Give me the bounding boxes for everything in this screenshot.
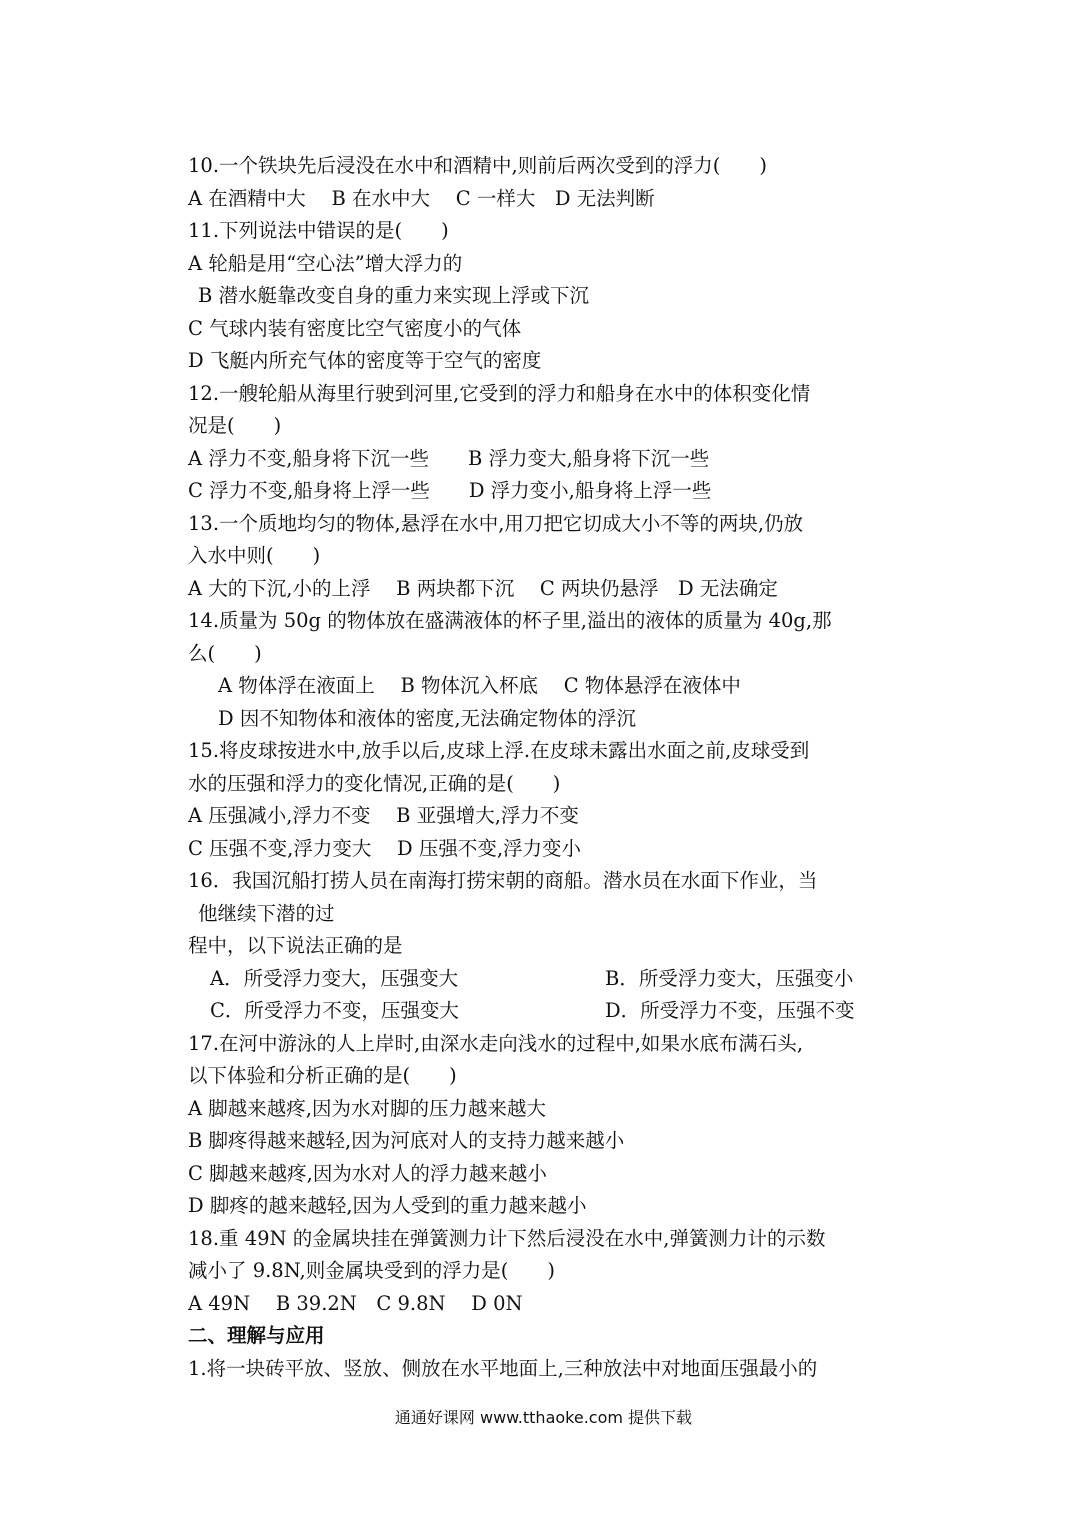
text-line: D 因不知物体和液体的密度,无法确定物体的浮沉 (218, 706, 637, 730)
option-c: C．所受浮力不变，压强变大 (210, 999, 459, 1022)
text-line: A 浮力不变,船身将下沉一些 B 浮力变大,船身将下沉一些 (188, 446, 710, 470)
text-line: 入水中则( ) (188, 544, 321, 567)
text-line: A 压强减小,浮力不变 B 亚强增大,浮力不变 (188, 804, 579, 827)
page-footer: 通通好课网 www.tthaoke.com 提供下载 (394, 1408, 693, 1427)
text-line: 12.一艘轮船从海里行驶到河里,它受到的浮力和船身在水中的体积变化情 (188, 381, 811, 405)
text-line: 10.一个铁块先后浸没在水中和酒精中,则前后两次受到的浮力( ) (188, 154, 767, 177)
text-line: 况是( ) (188, 414, 282, 437)
text-line: B 脚疼得越来越轻,因为河底对人的支持力越来越小 (188, 1129, 625, 1152)
option-d: D．所受浮力不变，压强不变 (605, 999, 855, 1022)
text-line: 13.一个质地均匀的物体,悬浮在水中,用刀把它切成大小不等的两块,仍放 (188, 511, 804, 535)
text-line: A 脚越来越疼,因为水对脚的压力越来越大 (188, 1096, 546, 1120)
text-line: C 浮力不变,船身将上浮一些 D 浮力变小,船身将上浮一些 (188, 479, 712, 502)
text-line: 程中，以下说法正确的是 (188, 934, 403, 957)
text-line: A 在酒精中大 B 在水中大 C 一样大 D 无法判断 (188, 186, 655, 210)
text-line: 以下体验和分析正确的是( ) (188, 1064, 457, 1087)
question-text (188, 150, 908, 1385)
text-line: 水的压强和浮力的变化情况,正确的是( ) (188, 771, 561, 795)
text-line: A 物体浮在液面上 B 物体沉入杯底 C 物体悬浮在液体中 (218, 674, 741, 697)
text-line: 么( ) (188, 641, 262, 665)
text-line: C 压强不变,浮力变大 D 压强不变,浮力变小 (188, 836, 582, 860)
text-line: D 飞艇内所充气体的密度等于空气的密度 (188, 349, 542, 372)
text-line: 15.将皮球按进水中,放手以后,皮球上浮.在皮球未露出水面之前,皮球受到 (188, 739, 810, 762)
text-line: 18.重 49N 的金属块挂在弹簧测力计下然后浸没在水中,弹簧测力计的示数 (188, 1226, 826, 1250)
option-a: A．所受浮力变大，压强变大 (210, 966, 459, 990)
text-line: D 脚疼的越来越轻,因为人受到的重力越来越小 (188, 1194, 587, 1217)
text-line: 1.将一块砖平放、竖放、侧放在水平地面上,三种放法中对地面压强最小的 (188, 1356, 818, 1380)
text-line: A 大的下沉,小的上浮 B 两块都下沉 C 两块仍悬浮 D 无法确定 (188, 576, 778, 600)
text-line: 11.下列说法中错误的是( ) (188, 219, 449, 242)
text-line: 17.在河中游泳的人上岸时,由深水走向浅水的过程中,如果水底布满石头, (188, 1031, 804, 1055)
text-line (188, 995, 908, 1028)
text-line: 他继续下潜的过 (198, 901, 335, 925)
text-line: 16．我国沉船打捞人员在南海打捞宋朝的商船。潜水员在水面下作业，当 (188, 869, 818, 892)
text-line: 14.质量为 50g 的物体放在盛满液体的杯子里,溢出的液体的质量为 40g,那 (188, 609, 832, 632)
text-line: A 轮船是用“空心法”增大浮力的 (188, 251, 463, 275)
text-line: C 脚越来越疼,因为水对人的浮力越来越小 (188, 1161, 547, 1185)
text-line: A 49N B 39.2N C 9.8N D 0N (188, 1291, 523, 1315)
section-heading: 二、理解与应用 (188, 1324, 325, 1347)
text-line (188, 963, 908, 996)
text-line: B 潜水艇靠改变自身的重力来实现上浮或下沉 (198, 284, 590, 307)
option-b: B．所受浮力变大，压强变小 (605, 966, 854, 990)
text-line: 减小了 9.8N,则金属块受到的浮力是( ) (188, 1259, 555, 1282)
text-line: C 气球内装有密度比空气密度小的气体 (188, 316, 522, 340)
